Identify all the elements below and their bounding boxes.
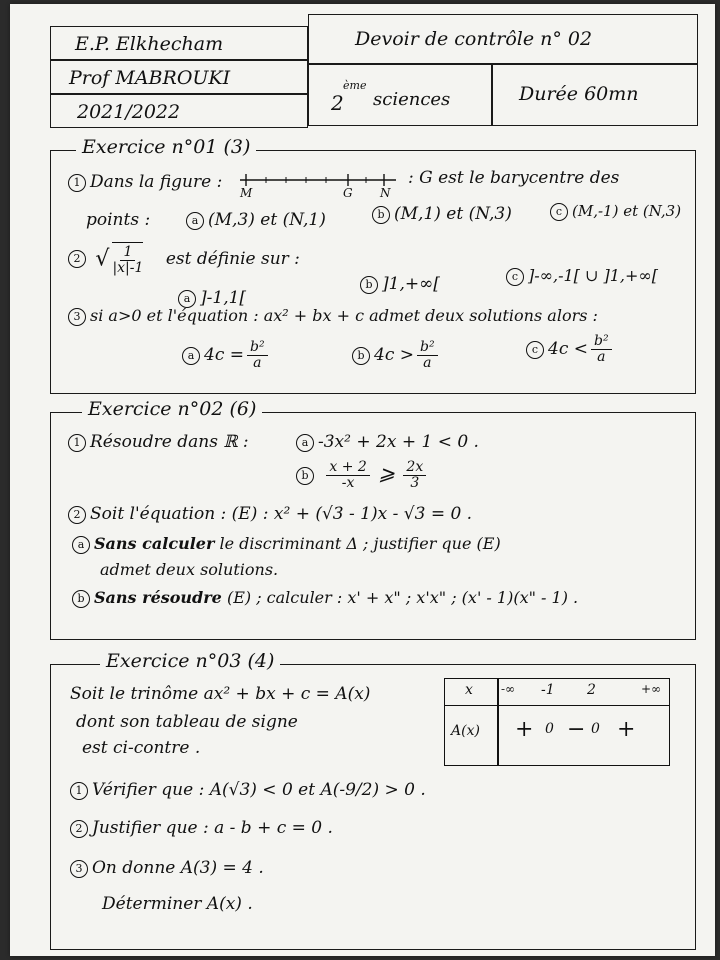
sign-zero-1: 0: [545, 721, 554, 737]
point-label-m: M: [240, 186, 253, 200]
sign-2: −: [567, 717, 586, 742]
ex3-intro-1: Soit le trinôme ax² + bx + c = A(x): [70, 684, 371, 704]
header-school: E.P. Elkhecham: [50, 26, 308, 60]
ex1-q2-option-a: a ]-1,1[: [178, 288, 246, 308]
ex1-q3-option-b: b 4c > $\frac{\text{b²}}{a}$: [352, 340, 441, 371]
exercise-3-title: Exercice n°03 (4): [100, 650, 280, 672]
ex3-q3: 3 On donne A(3) = 4 .: [70, 858, 264, 878]
header-title: Devoir de contrôle n° 02: [308, 14, 698, 64]
sign-zero-2: 0: [591, 721, 600, 737]
ex2-q2-b: b Sans résoudre (E) ; calculer : x' + x" ; x'x" ; (x' - 1)(x" - 1) .: [72, 588, 578, 608]
ex2-q1-a: a -3x² + 2x + 1 < 0 .: [296, 432, 479, 452]
ex1-q3-option-a: a 4c = $\frac{\text{b²}}{a}$: [182, 340, 271, 371]
sign-1: +: [515, 717, 534, 742]
exercise-1-title: Exercice n°01 (3): [76, 136, 256, 158]
ex1-q1: 1 Dans la figure :: [68, 172, 222, 192]
header-class: 2 ème sciences: [308, 64, 492, 126]
ex3-q2: 2 Justifier que : a - b + c = 0 .: [70, 818, 333, 838]
ex1-q3: 3 si a>0 et l'équation : ax² + bx + c admet deux solutions alors :: [68, 306, 598, 326]
sign-table-val-1: -∞: [501, 682, 516, 696]
ex1-q1-option-b: b (M,1) et (N,3): [372, 204, 512, 224]
ex3-intro-2: dont son tableau de signe: [76, 712, 298, 732]
header-duration: Durée 60mn: [492, 64, 698, 126]
sign-table-val-4: +∞: [641, 682, 662, 696]
point-label-n: N: [380, 186, 391, 200]
ex1-q1-text: : G est le barycentre des: [408, 168, 620, 188]
header-teacher: Prof MABROUKI: [50, 60, 308, 94]
sign-table-x: x: [465, 682, 473, 698]
ex1-q3-option-c: c 4c < $\frac{\text{b²}}{a}$: [526, 334, 615, 365]
sign-table-val-3: 2: [587, 682, 596, 698]
exercise-2-title: Exercice n°02 (6): [82, 398, 262, 420]
ex2-q1-b: b $\frac{x + 2}{-x}$ ⩾ $\frac{2x}{3}$: [296, 460, 429, 491]
ex3-intro-3: est ci-contre .: [82, 738, 201, 758]
q-number-1: 1: [68, 174, 86, 192]
ex3-q1: 1 Vérifier que : A(√3) < 0 et A(-9/2) > 0 .: [70, 780, 426, 800]
exam-sheet: [10, 4, 715, 956]
ex1-q1-option-a: a (M,3) et (N,1): [186, 210, 326, 230]
point-label-g: G: [343, 186, 353, 200]
ex1-q2-option-c: c ]-∞,-1[ ∪ ]1,+∞[: [506, 266, 658, 286]
ex2-q2-a: a Sans calculer le discriminant Δ ; justifier que (E): [72, 534, 501, 554]
ex3-q3-b: Déterminer A(x) .: [102, 894, 253, 914]
ex1-q1-options: points :: [86, 210, 151, 230]
sign-table: [444, 678, 670, 766]
ex2-q1: 1 Résoudre dans ℝ :: [68, 432, 249, 452]
sign-table-fx: A(x): [451, 723, 480, 739]
ex2-q2-a-cont: admet deux solutions.: [100, 560, 279, 579]
ex1-q2-option-b: b ]1,+∞[: [360, 274, 440, 294]
sign-3: +: [617, 717, 636, 742]
header-year: 2021/2022: [50, 94, 308, 128]
ex2-q2: 2 Soit l'équation : (E) : x² + (√3 - 1)x - √3 = 0 .: [68, 504, 472, 524]
ex1-q2: 2 √ $\frac{1}{|x|-1}$ est définie sur :: [68, 242, 300, 276]
sign-table-val-2: -1: [541, 682, 555, 698]
ex1-q1-option-c: c (M,-1) et (N,3): [550, 202, 681, 221]
